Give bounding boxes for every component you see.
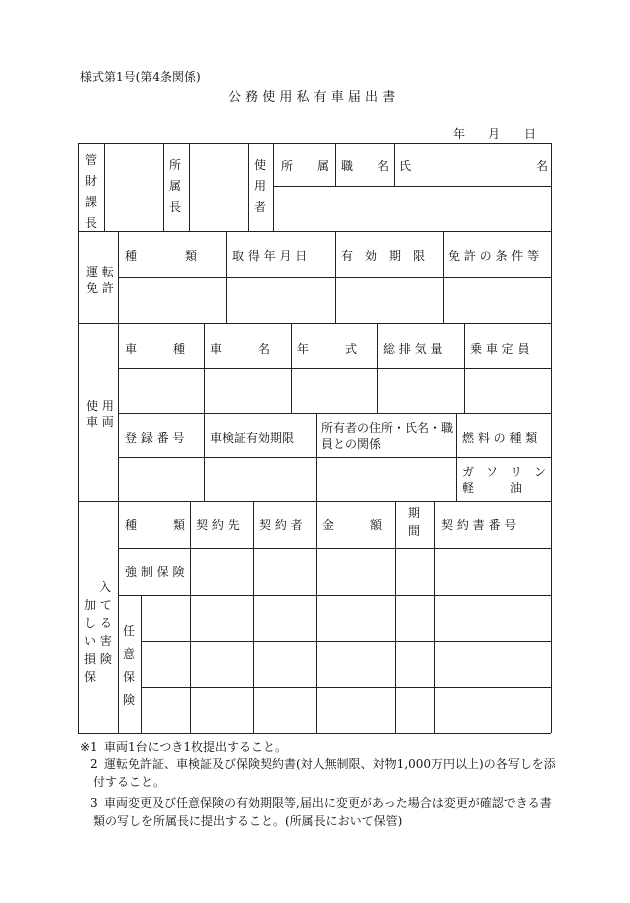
compulsory-insurance-label: 強 制 保 険 (125, 565, 185, 579)
vehicle-inspection-header: 車検証有効期限 (210, 431, 295, 445)
user-mei-header: 名 (536, 159, 549, 173)
user-shokumei-header: 職 名 (341, 159, 390, 173)
vehicle-name-header: 車 名 (210, 342, 271, 356)
shozoku-cho-label: 所 属 長 (169, 158, 182, 214)
date-month: 月 (488, 127, 501, 141)
vehicle-owner-header-2: 員との関係 (321, 437, 382, 451)
license-conditions-header: 免 許 の 条 件 等 (448, 249, 540, 263)
kanzai-kacho-label: 管 財 課 長 (85, 153, 98, 230)
vehicle-section-label-2: 車 両 (86, 415, 114, 429)
note-1-text: 車両1台につき1枚提出すること。 (104, 740, 288, 754)
vehicle-owner-header-1: 所有者の住所・氏名・職 (321, 421, 454, 435)
license-valid-header: 有 効 期 限 (341, 249, 426, 263)
license-section-label-2: 免 許 (86, 281, 114, 295)
vehicle-fuel-header: 燃 料 の 種 類 (462, 431, 538, 445)
note-3-continuation: 類の写しを所属長に提出すること。(所属長において保管) (93, 814, 403, 828)
license-kind-header: 種 類 (125, 249, 198, 263)
license-acquired-header: 取 得 年 月 日 (232, 249, 308, 263)
note-2-mark: 2 (90, 757, 98, 771)
date-year: 年 (453, 127, 466, 141)
optional-insurance-label: 任 意 保 険 (123, 624, 136, 707)
vehicle-reg-number-header: 登 録 番 号 (125, 431, 185, 445)
vehicle-section-label-1: 使 用 (86, 399, 114, 413)
insurance-policy-number-header: 契 約 書 番 号 (441, 518, 517, 532)
license-section-label-1: 運 転 (86, 265, 114, 279)
insurance-contract-dest-header: 契 約 先 (196, 518, 240, 532)
form-number: 様式第1号(第4条関係) (80, 70, 201, 84)
shiyousha-label: 使 用 者 (254, 158, 267, 214)
insurance-kind-header: 種 類 (125, 518, 186, 532)
note-2-text: 運転免許証、車検証及び保険契約書(対人無制限、対物1,000万円以上)の各写しを添 (104, 757, 556, 771)
note-2-continuation: 付すること。 (93, 775, 166, 789)
insurance-contractor-header: 契 約 者 (259, 518, 303, 532)
note-1-mark: ※1 (80, 740, 98, 754)
user-shozoku-header: 所 属 (281, 159, 330, 173)
vehicle-type-header: 車 種 (125, 342, 186, 356)
insurance-amount-header: 金 額 (322, 518, 383, 532)
insurance-section-label: 入 加 て し る い 害 損 険 保 (84, 580, 112, 684)
user-shi-header: 氏 (399, 159, 412, 173)
page-title: 公 務 使 用 私 有 車 届 出 書 (228, 90, 396, 105)
fuel-gasoline-option: ガ ソ リ ン (462, 465, 547, 479)
vehicle-capacity-header: 乗 車 定 員 (470, 342, 530, 356)
fuel-light-oil-option: 軽 油 (462, 481, 523, 495)
note-3-text: 車両変更及び任意保険の有効期限等,届出に変更があった場合は変更が確認できる書 (104, 796, 552, 810)
date-day: 日 (524, 127, 537, 141)
insurance-period-header: 期 間 (408, 506, 421, 538)
vehicle-model-year-header: 年 式 (297, 342, 358, 356)
note-3-mark: 3 (90, 796, 98, 810)
vehicle-displacement-header: 総 排 気 量 (383, 342, 443, 356)
